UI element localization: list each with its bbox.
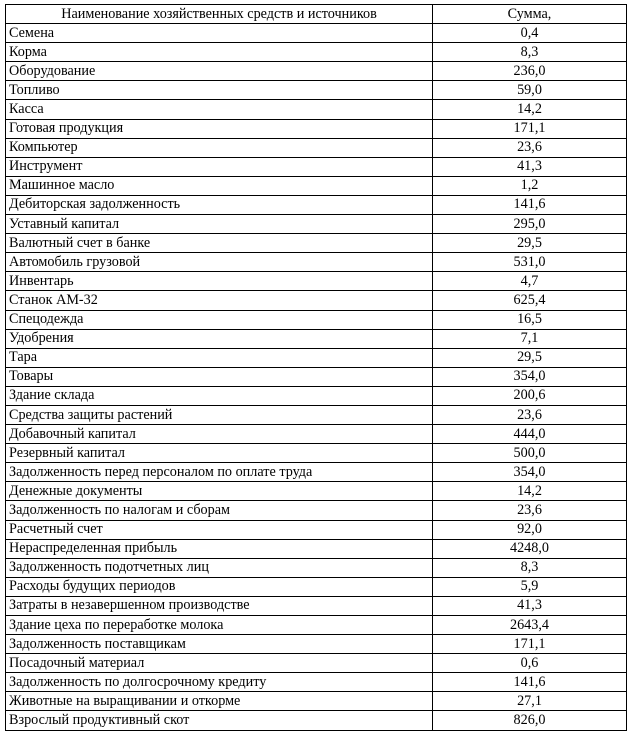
row-amount-cell: 59,0 xyxy=(433,81,627,100)
header-row xyxy=(6,5,627,24)
table-row xyxy=(6,425,627,444)
row-amount-cell: 27,1 xyxy=(433,692,627,711)
row-amount-cell: 14,2 xyxy=(433,482,627,501)
row-amount-cell: 141,6 xyxy=(433,673,627,692)
row-name-cell: Товары xyxy=(6,367,433,386)
row-amount-cell: 92,0 xyxy=(433,520,627,539)
row-amount-cell: 354,0 xyxy=(433,367,627,386)
row-name-cell: Компьютер xyxy=(6,138,433,157)
row-name-cell: Инвентарь xyxy=(6,272,433,291)
row-name-cell: Касса xyxy=(6,100,433,119)
row-name-cell: Денежные документы xyxy=(6,482,433,501)
table-row xyxy=(6,62,627,81)
table-row xyxy=(6,119,627,138)
row-amount-cell: 29,5 xyxy=(433,234,627,253)
row-amount-cell: 625,4 xyxy=(433,291,627,310)
table-row xyxy=(6,348,627,367)
row-amount-cell: 4248,0 xyxy=(433,539,627,558)
table-row xyxy=(6,157,627,176)
row-amount-cell: 0,4 xyxy=(433,24,627,43)
table-row xyxy=(6,711,627,730)
row-name-cell: Расходы будущих периодов xyxy=(6,577,433,596)
table-row xyxy=(6,310,627,329)
row-name-cell: Автомобиль грузовой xyxy=(6,253,433,272)
table-row xyxy=(6,463,627,482)
row-name-cell: Задолженность перед персоналом по оплате труда xyxy=(6,463,433,482)
table-row xyxy=(6,272,627,291)
table-row xyxy=(6,635,627,654)
table-row xyxy=(6,596,627,615)
row-amount-cell: 23,6 xyxy=(433,405,627,424)
table-row xyxy=(6,520,627,539)
table-row xyxy=(6,539,627,558)
header-name: Наименование хозяйственных средств и источников xyxy=(6,5,433,24)
row-name-cell: Валютный счет в банке xyxy=(6,234,433,253)
row-amount-cell: 295,0 xyxy=(433,215,627,234)
row-name-cell: Добавочный капитал xyxy=(6,425,433,444)
row-name-cell: Дебиторская задолженность xyxy=(6,195,433,214)
row-name-cell: Станок АМ-32 xyxy=(6,291,433,310)
row-name-cell: Здание склада xyxy=(6,386,433,405)
table-body xyxy=(6,24,627,730)
assets-sources-table xyxy=(5,4,627,731)
table-row xyxy=(6,100,627,119)
row-amount-cell: 1,2 xyxy=(433,176,627,195)
row-amount-cell: 141,6 xyxy=(433,195,627,214)
table-row xyxy=(6,215,627,234)
table-row xyxy=(6,24,627,43)
row-amount-cell: 41,3 xyxy=(433,157,627,176)
row-amount-cell: 8,3 xyxy=(433,558,627,577)
row-name-cell: Задолженность по долгосрочному кредиту xyxy=(6,673,433,692)
table-row xyxy=(6,291,627,310)
row-name-cell: Посадочный материал xyxy=(6,654,433,673)
row-name-cell: Топливо xyxy=(6,81,433,100)
row-name-cell: Задолженность подотчетных лиц xyxy=(6,558,433,577)
row-name-cell: Здание цеха по переработке молока xyxy=(6,616,433,635)
table-row xyxy=(6,234,627,253)
row-name-cell: Инструмент xyxy=(6,157,433,176)
row-amount-cell: 500,0 xyxy=(433,444,627,463)
row-amount-cell: 7,1 xyxy=(433,329,627,348)
header-amount: Сумма, xyxy=(433,5,627,24)
table-row xyxy=(6,329,627,348)
row-name-cell: Машинное масло xyxy=(6,176,433,195)
row-amount-cell: 444,0 xyxy=(433,425,627,444)
table-row xyxy=(6,501,627,520)
row-name-cell: Задолженность по налогам и сборам xyxy=(6,501,433,520)
row-amount-cell: 171,1 xyxy=(433,119,627,138)
row-amount-cell: 23,6 xyxy=(433,501,627,520)
row-name-cell: Семена xyxy=(6,24,433,43)
table-row xyxy=(6,43,627,62)
row-amount-cell: 4,7 xyxy=(433,272,627,291)
table-row xyxy=(6,367,627,386)
table-row xyxy=(6,558,627,577)
row-amount-cell: 29,5 xyxy=(433,348,627,367)
table-row xyxy=(6,444,627,463)
row-name-cell: Задолженность поставщикам xyxy=(6,635,433,654)
row-name-cell: Готовая продукция xyxy=(6,119,433,138)
row-name-cell: Уставный капитал xyxy=(6,215,433,234)
row-name-cell: Затраты в незавершенном производстве xyxy=(6,596,433,615)
table-row xyxy=(6,405,627,424)
row-name-cell: Корма xyxy=(6,43,433,62)
table-row xyxy=(6,253,627,272)
row-name-cell: Взрослый продуктивный скот xyxy=(6,711,433,730)
table-row xyxy=(6,616,627,635)
row-amount-cell: 5,9 xyxy=(433,577,627,596)
row-amount-cell: 531,0 xyxy=(433,253,627,272)
table-row xyxy=(6,654,627,673)
row-amount-cell: 14,2 xyxy=(433,100,627,119)
row-amount-cell: 826,0 xyxy=(433,711,627,730)
table-row xyxy=(6,673,627,692)
row-amount-cell: 0,6 xyxy=(433,654,627,673)
row-name-cell: Животные на выращивании и откорме xyxy=(6,692,433,711)
table-row xyxy=(6,386,627,405)
row-amount-cell: 200,6 xyxy=(433,386,627,405)
row-amount-cell: 16,5 xyxy=(433,310,627,329)
row-amount-cell: 41,3 xyxy=(433,596,627,615)
row-name-cell: Нераспределенная прибыль xyxy=(6,539,433,558)
row-name-cell: Удобрения xyxy=(6,329,433,348)
row-amount-cell: 2643,4 xyxy=(433,616,627,635)
row-name-cell: Оборудование xyxy=(6,62,433,81)
row-amount-cell: 354,0 xyxy=(433,463,627,482)
table-row xyxy=(6,176,627,195)
row-amount-cell: 23,6 xyxy=(433,138,627,157)
row-name-cell: Средства защиты растений xyxy=(6,405,433,424)
row-amount-cell: 8,3 xyxy=(433,43,627,62)
table-row xyxy=(6,692,627,711)
table-row xyxy=(6,195,627,214)
row-amount-cell: 236,0 xyxy=(433,62,627,81)
row-name-cell: Тара xyxy=(6,348,433,367)
row-name-cell: Расчетный счет xyxy=(6,520,433,539)
table-row xyxy=(6,482,627,501)
row-name-cell: Спецодежда xyxy=(6,310,433,329)
table-row xyxy=(6,81,627,100)
table-row xyxy=(6,138,627,157)
table-header xyxy=(6,5,627,24)
table-row xyxy=(6,577,627,596)
row-name-cell: Резервный капитал xyxy=(6,444,433,463)
row-amount-cell: 171,1 xyxy=(433,635,627,654)
